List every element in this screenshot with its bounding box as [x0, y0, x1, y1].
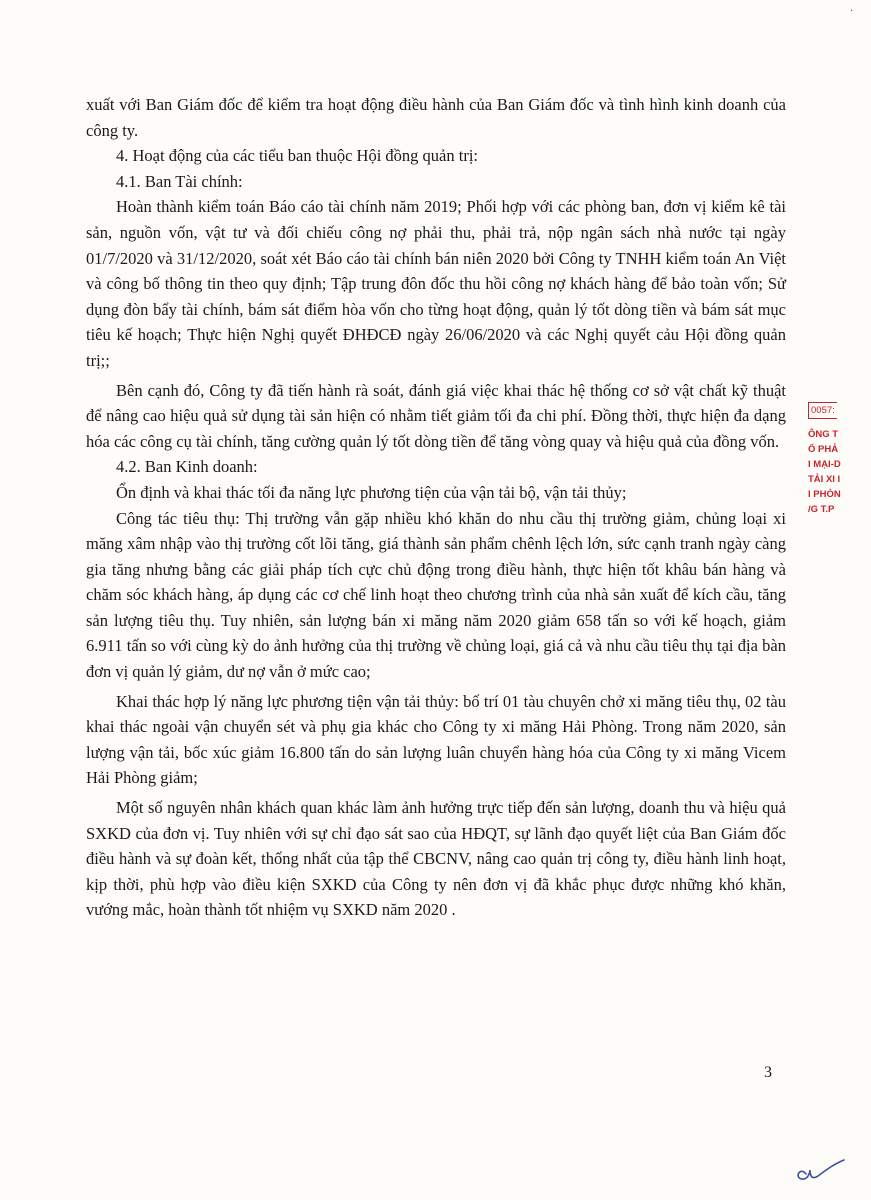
stamp-code: 0057: — [808, 402, 837, 419]
scan-corner-mark: · — [850, 6, 854, 17]
stamp-line: ÔNG T — [808, 429, 839, 440]
paragraph-continuation: xuất với Ban Giám đốc để kiểm tra hoạt động điều hành của Ban Giám đốc và tình hình kinh doanh của công ty. — [86, 95, 786, 140]
paragraph-finance-activities: Hoàn thành kiểm toán Báo cáo tài chính năm 2019; Phối hợp với các phòng ban, đơn vị kiểm kê tài sản, nguồn vốn, vật tư và đối chiếu công nợ phải thu, phải trả, nộp ngân sách nhà nước tại ngày 01/7/2020 và 31/12/2020, soát xét Báo cáo tài chính bán niên 2020 bởi Công ty TNHH kiểm toán An Việt và công bố thông tin theo quy định; Tập trung đôn đốc thu hồi công nợ khách hàng để bảo toàn vốn; Sử dụng đòn bẩy tài chính, bám sát điểm hòa vốn cho từng hoạt động, quản lý tốt dòng tiền và bám sát mục tiêu kế hoạch; Thực hiện Nghị quyết ĐHĐCĐ ngày 26/06/2020 và các Nghị quyết cảu Hội đồng quản trị;; — [86, 197, 786, 370]
section-heading-4: 4. Hoạt động của các tiểu ban thuộc Hội đồng quản trị: — [116, 146, 478, 166]
paragraph-transport-capacity: Ổn định và khai thác tối đa năng lực phương tiện của vận tải bộ, vận tải thủy; — [116, 482, 627, 502]
stamp-line: /G T.P — [808, 504, 835, 515]
stamp-line: I MẠI-D — [808, 459, 841, 470]
stamp-line: Ổ PHẢ — [808, 444, 839, 455]
subsection-heading-4-2: 4.2. Ban Kinh doanh: — [116, 457, 258, 477]
paragraph-water-transport: Khai thác hợp lý năng lực phương tiện vận tải thủy: bố trí 01 tàu chuyên chở xi măng tiêu thụ, 02 tàu khai thác ngoài vận chuyển sét và phụ gia khác cho Công ty xi măng Hải Phòng. Trong năm 2020, sản lượng vận tải, bốc xúc giảm 16.800 tấn do sản lượng luân chuyển hàng hóa của Công ty xi măng Vicem Hải Phòng giảm; — [86, 691, 786, 788]
paragraph-finance-optimization: Bên cạnh đó, Công ty đã tiến hành rà soát, đánh giá việc khai thác hệ thống cơ sở vật chất kỹ thuật để nâng cao hiệu quả sử dụng tài sản hiện có nhằm tiết giảm tối đa chi phí. Đồng thời, thực hiện đa dạng hóa các công cụ tài chính, tăng cường quản lý tốt dòng tiền để tăng vòng quay và hiệu quả của đồng vốn. — [86, 380, 786, 451]
stamp-line: I PHÒN — [808, 489, 841, 500]
subsection-heading-4-1: 4.1. Ban Tài chính: — [116, 171, 243, 191]
paragraph-sales-work: Công tác tiêu thụ: Thị trường vẫn gặp nhiều khó khăn do nhu cầu thị trường giảm, chủng loại xi măng xâm nhập vào thị trường cốt lõi tăng, giá thành sản phẩm chênh lệch lớn, sức cạnh tranh ngày càng gia tăng nhưng bằng các giải pháp tích cực chủ động trong điều hành, thực hiện tốt khâu bán hàng và chăm sóc khách hàng, áp dụng các cơ chế linh hoạt theo chương trình của nhà sản xuất để kích cầu, tăng sản lượng tiêu thụ. Tuy nhiên, sản lượng bán xi măng năm 2020 giảm 658 tấn so với kế hoạch, giảm 6.911 tấn so với cùng kỳ do ảnh hưởng của thị trường về chủng loại, giá cả và nhu cầu tiêu thụ tại địa bàn đơn vị quản lý giảm, dư nợ vẫn ở mức cao; — [86, 508, 786, 682]
page-number: 3 — [764, 1064, 772, 1081]
red-seal-stamp — [808, 402, 871, 562]
initials-signature — [792, 1148, 852, 1188]
document-body — [86, 92, 786, 923]
paragraph-objective-causes: Một số nguyên nhân khách quan khác làm ảnh hưởng trực tiếp đến sản lượng, doanh thu và hiệu quả SXKD của đơn vị. Tuy nhiên với sự chỉ đạo sát sao của HĐQT, sự lãnh đạo quyết liệt của Ban Giám đốc điều hành và sự đoàn kết, thống nhất của tập thể CBCNV, nâng cao quản trị công ty, điều hành linh hoạt, kịp thời, phù hợp vào điều kiện SXKD của Công ty nên đơn vị đã khắc phục được những khó khăn, vướng mắc, hoàn thành tốt nhiệm vụ SXKD năm 2020 . — [86, 798, 786, 920]
stamp-line: TẢI XI I — [808, 474, 841, 485]
